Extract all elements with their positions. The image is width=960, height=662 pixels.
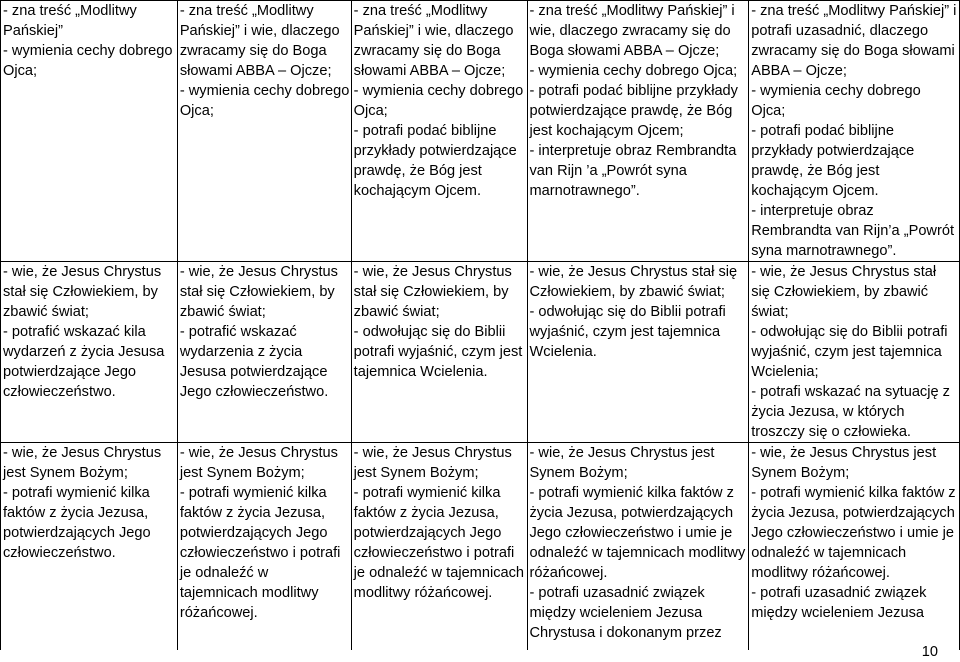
table-row	[1, 1, 960, 262]
table-cell: - wie, że Jesus Chrystus stał się Człowiekiem, by zbawić świat; - odwołując się do Biblii potrafi wyjaśnić, czym jest tajemnica Wcielenia; - potrafi wskazać na sytuację z życia Jezusa, w których troszczy się o człowieka.	[749, 262, 960, 443]
table-cell: - wie, że Jesus Chrystus stał się Człowiekiem, by zbawić świat; - potrafić wskazać wydarzenia z życia Jesusa potwierdzające Jego człowieczeństwo.	[177, 262, 351, 443]
table-cell: - zna treść „Modlitwy Pańskiej” - wymienia cechy dobrego Ojca;	[1, 1, 178, 262]
page-number: 10	[921, 644, 938, 660]
table-cell: - zna treść „Modlitwy Pańskiej” i wie, dlaczego zwracamy się do Boga słowami ABBA – Ojcze; - wymienia cechy dobrego Ojca; - potrafi podać biblijne przykłady potwierdzające prawdę, że Bóg jest kochającym Ojcem.	[351, 1, 527, 262]
table-cell: - zna treść „Modlitwy Pańskiej” i potrafi uzasadnić, dlaczego zwracamy się do Boga słowami ABBA – Ojcze; - wymienia cechy dobrego Ojca; - potrafi podać biblijne przykłady potwierdzające prawdę, że Bóg jest kochającym Ojcem. - interpretuje obraz Rembrandta van Rijn’a „Powrót syna marnotrawnego”.	[749, 1, 960, 262]
table-cell: - wie, że Jesus Chrystus jest Synem Bożym; - potrafi wymienić kilka faktów z życia Jezusa, potwierdzających Jego człowieczeństwo.	[1, 443, 178, 651]
table-cell: - zna treść „Modlitwy Pańskiej” i wie, dlaczego zwracamy się do Boga słowami ABBA – Ojcze; - wymienia cechy dobrego Ojca;	[177, 1, 351, 262]
table-cell: - wie, że Jesus Chrystus stał się Człowiekiem, by zbawić świat; - odwołując się do Biblii potrafi wyjaśnić, czym jest tajemnica Wcielenia.	[351, 262, 527, 443]
table-cell: - wie, że Jesus Chrystus jest Synem Bożym; - potrafi wymienić kilka faktów z życia Jezusa, potwierdzających Jego człowieczeństwo i umie je odnaleźć w tajemnicach modlitwy różańcowej. - potrafi uzasadnić związek między wcieleniem Jezusa Chrystusa i dokonanym przez	[527, 443, 749, 651]
table-cell: - wie, że Jesus Chrystus stał się Człowiekiem, by zbawić świat; - odwołując się do Biblii potrafi wyjaśnić, czym jest tajemnica Wcielenia.	[527, 262, 749, 443]
table-cell: - wie, że Jesus Chrystus jest Synem Bożym; - potrafi wymienić kilka faktów z życia Jezusa, potwierdzających Jego człowieczeństwo i potrafi je odnaleźć w tajemnicach modlitwy różańcowej.	[177, 443, 351, 651]
table-cell: - wie, że Jesus Chrystus jest Synem Bożym; - potrafi wymienić kilka faktów z życia Jezusa, potwierdzających Jego człowieczeństwo i umie je odnaleźć w tajemnicach modlitwy różańcowej. - potrafi uzasadnić związek między wcieleniem Jezusa	[749, 443, 960, 651]
table-row	[1, 262, 960, 443]
table-cell: - wie, że Jesus Chrystus jest Synem Bożym; - potrafi wymienić kilka faktów z życia Jezusa, potwierdzających Jego człowieczeństwo i potrafi je odnaleźć w tajemnicach modlitwy różańcowej.	[351, 443, 527, 651]
table-cell: - zna treść „Modlitwy Pańskiej” i wie, dlaczego zwracamy się do Boga słowami ABBA – Ojcze; - wymienia cechy dobrego Ojca; - potrafi podać biblijne przykłady potwierdzające prawdę, że Bóg jest kochającym Ojcem; - interpretuje obraz Rembrandta van Rijn ’a „Powrót syna marnotrawnego”.	[527, 1, 749, 262]
table-cell: - wie, że Jesus Chrystus stał się Człowiekiem, by zbawić świat; - potrafić wskazać kila wydarzeń z życia Jesusa potwierdzające Jego człowieczeństwo.	[1, 262, 178, 443]
table-row	[1, 443, 960, 651]
